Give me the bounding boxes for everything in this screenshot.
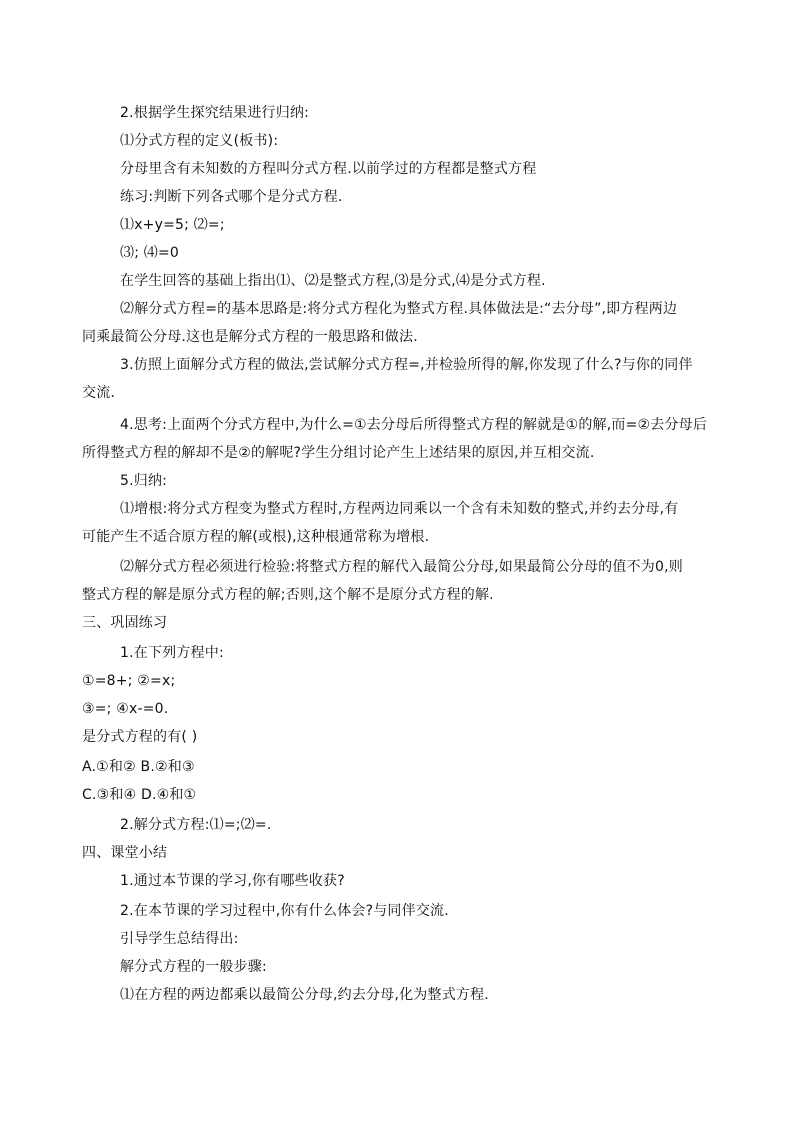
think-paragraph-line-1: 4.思考:上面两个分式方程中,为什么=①去分母后所得整式方程的解就是①的解,而=②去分母后 xyxy=(120,417,708,433)
section-summary-heading: 四、课堂小结 xyxy=(82,845,168,861)
definition-text: 分母里含有未知数的方程叫分式方程.以前学过的方程都是整式方程 xyxy=(120,161,537,177)
guide-text: 引导学生总结得出: xyxy=(120,931,239,947)
choices-row-1: A.①和② B.②和③ xyxy=(82,759,195,775)
induction-heading: 5.归纳: xyxy=(120,473,168,489)
exercise-answer: 在学生回答的基础上指出⑴、⑵是整式方程,⑶是分式,⑷是分式方程. xyxy=(120,273,546,289)
summary-heading: 2.根据学生探究结果进行归纳: xyxy=(120,105,310,121)
imitate-paragraph-line-2: 交流. xyxy=(82,385,116,401)
imitate-paragraph-line-1: 3.仿照上面解分式方程的做法,尝试解分式方程=,并检验所得的解,你发现了什么?与你的同伴 xyxy=(120,357,693,373)
practice-equations-2: ③=; ④x-=0. xyxy=(82,701,169,717)
extraneous-root-line-1: ⑴增根:将分式方程变为整式方程时,方程两边同乘以一个含有未知数的整式,并约去分母,有 xyxy=(120,501,679,517)
extraneous-root-line-2: 可能产生不适合原方程的解(或根),这种根通常称为增根. xyxy=(82,529,430,545)
summary-question-2: 2.在本节课的学习过程中,你有什么体会?与同伴交流. xyxy=(120,903,449,919)
exercise-items-2: ⑶; ⑷=0 xyxy=(120,245,180,261)
method-paragraph-line-1: ⑵解分式方程=的基本思路是:将分式方程化为整式方程.具体做法是:“去分母”,即方程两边 xyxy=(120,301,678,317)
practice-question-stem: 是分式方程的有( ) xyxy=(82,729,198,745)
summary-question-1: 1.通过本节课的学习,你有哪些收获? xyxy=(120,873,345,889)
choices-row-2: C.③和④ D.④和① xyxy=(82,787,197,803)
steps-heading: 解分式方程的一般步骤: xyxy=(120,959,267,975)
practice-equations-1: ①=8+; ②=x; xyxy=(82,673,176,689)
check-line-1: ⑵解分式方程必须进行检验:将整式方程的解代入最简公分母,如果最简公分母的值不为0,则 xyxy=(120,559,683,575)
exercise-items-1: ⑴x+y=5; ⑵=; xyxy=(120,217,225,233)
method-paragraph-line-2: 同乘最简公分母.这也是解分式方程的一般思路和做法. xyxy=(82,329,418,345)
exercise-prompt: 练习:判断下列各式哪个是分式方程. xyxy=(120,189,343,205)
think-paragraph-line-2: 所得整式方程的解却不是②的解呢?学生分组讨论产生上述结果的原因,并互相交流. xyxy=(82,445,595,461)
step-1: ⑴在方程的两边都乘以最简公分母,约去分母,化为整式方程. xyxy=(120,987,489,1003)
practice-question-2: 2.解分式方程:⑴=;⑵=. xyxy=(120,817,272,833)
section-practice-heading: 三、巩固练习 xyxy=(82,615,168,631)
definition-heading: ⑴分式方程的定义(板书): xyxy=(120,133,279,149)
check-line-2: 整式方程的解是原分式方程的解;否则,这个解不是原分式方程的解. xyxy=(82,587,494,603)
practice-question-1: 1.在下列方程中: xyxy=(120,645,224,661)
